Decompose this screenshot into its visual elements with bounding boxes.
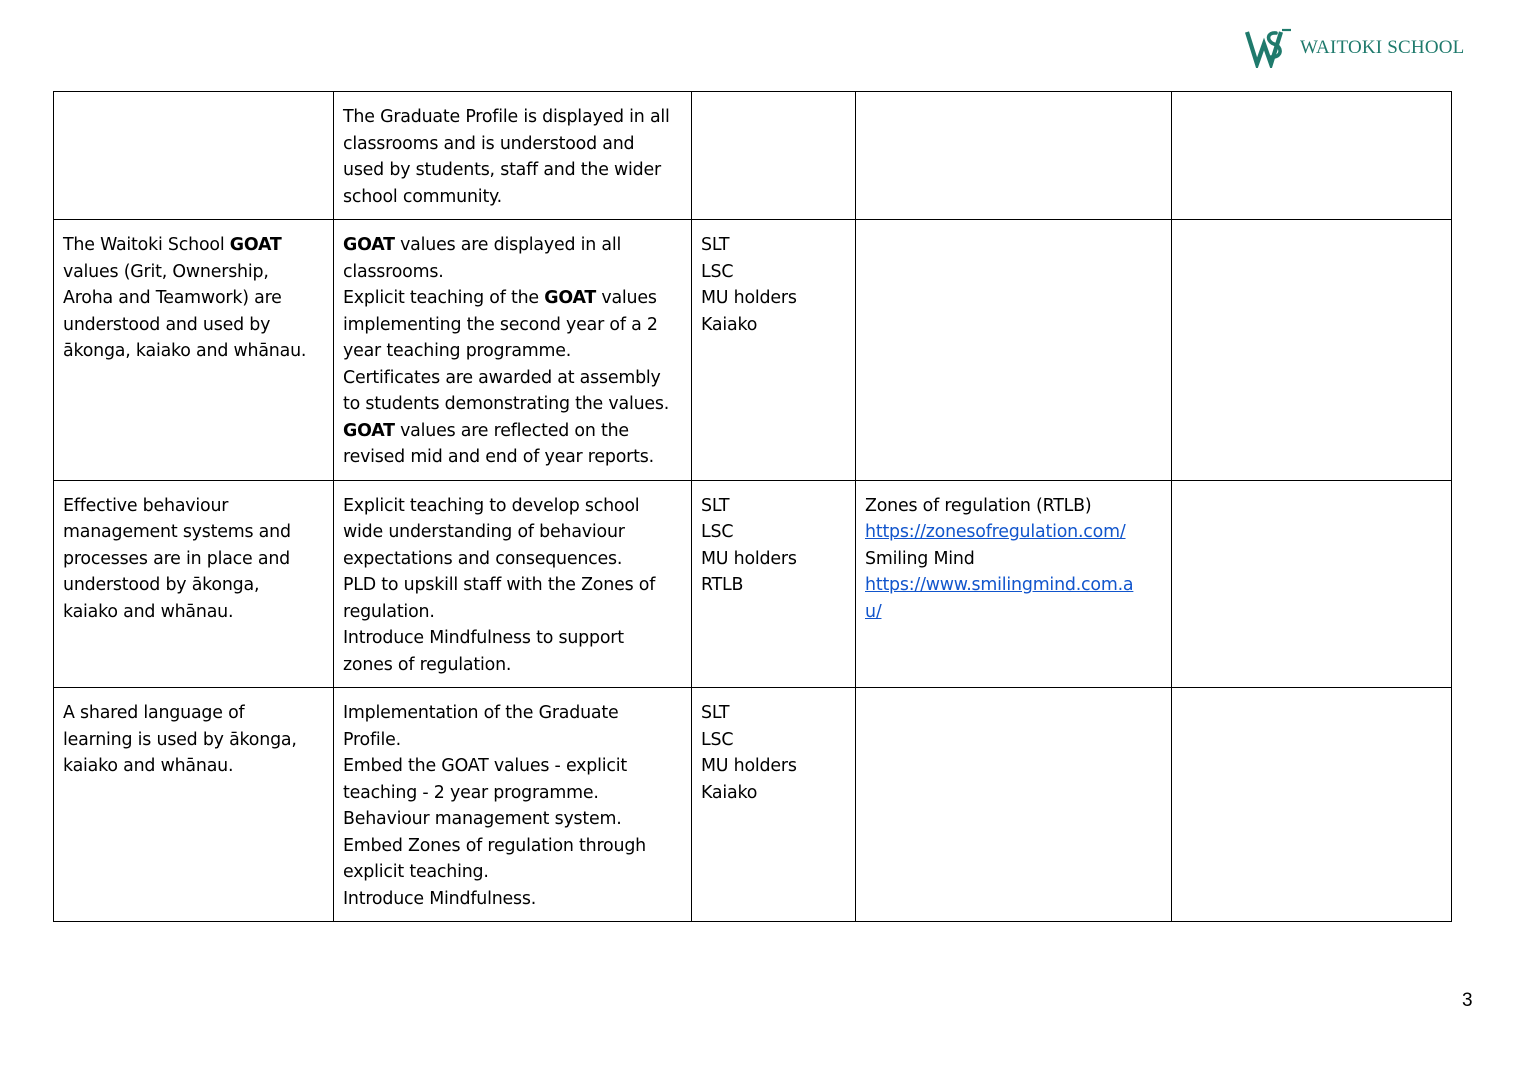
cell-line: [343, 625, 682, 652]
responsibility-cell: [692, 688, 856, 922]
cell-text: understood by ākonga,: [63, 575, 260, 595]
cell-line: [865, 599, 1162, 626]
cell-line: [343, 886, 682, 913]
cell-text: MU holders: [701, 548, 797, 569]
cell-line: [865, 572, 1162, 599]
actions-cell: [334, 688, 692, 922]
cell-text: values (Grit, Ownership,: [63, 261, 269, 282]
page-number: 3: [1462, 990, 1473, 1011]
cell-line: [701, 727, 846, 754]
bold-text: GOAT: [544, 288, 597, 308]
waitoki-logo-icon: [1245, 28, 1293, 68]
cell-line: [701, 546, 846, 573]
cell-text: Smiling Mind: [865, 548, 975, 569]
cell-text: explicit teaching.: [343, 862, 489, 882]
table-row: [54, 220, 1452, 481]
cell-line: [701, 519, 846, 546]
cell-text: school community.: [343, 186, 502, 207]
cell-line: [343, 131, 682, 158]
cell-line: [343, 444, 682, 471]
resources-cell: [856, 220, 1172, 481]
cell-line: [63, 312, 324, 339]
cell-text: Behaviour management system.: [343, 809, 622, 829]
resource-link[interactable]: https://www.smilingmind.com.a: [865, 575, 1134, 595]
table-body: [54, 92, 1452, 922]
cell-text: values are displayed in all: [394, 235, 622, 255]
cell-text: regulation.: [343, 601, 435, 622]
cell-text: A shared language of: [63, 703, 245, 723]
outcome-cell: [54, 688, 334, 922]
cell-text: used by students, staff and the wider: [343, 160, 661, 180]
cell-text: to students demonstrating the values.: [343, 394, 670, 414]
cell-line: [701, 232, 846, 259]
cell-line: [343, 104, 682, 131]
actions-cell: [334, 220, 692, 481]
cell-text: Kaiako: [701, 314, 758, 335]
resources-cell: [856, 688, 1172, 922]
strategic-plan-table: [53, 91, 1452, 922]
cell-text: understood and used by: [63, 314, 271, 335]
cell-text: Introduce Mindfulness.: [343, 888, 537, 909]
cell-line: [701, 259, 846, 286]
cell-text: SLT: [701, 235, 730, 255]
cell-text: MU holders: [701, 756, 797, 776]
actions-cell: [334, 92, 692, 220]
outcome-cell: [54, 92, 334, 220]
cell-line: [343, 285, 682, 312]
cell-line: [343, 312, 682, 339]
cell-line: [701, 312, 846, 339]
cell-line: [63, 285, 324, 312]
cell-text: LSC: [701, 729, 734, 750]
cell-line: [701, 493, 846, 520]
cell-text: PLD to upskill staff with the Zones of: [343, 575, 656, 595]
bold-text: GOAT: [229, 235, 282, 255]
cell-line: [63, 599, 324, 626]
cell-text: processes are in place and: [63, 548, 290, 569]
bold-text: GOAT: [343, 420, 395, 441]
cell-text: implementing the second year of a 2: [343, 314, 658, 335]
responsibility-cell: [692, 220, 856, 481]
cell-line: [343, 365, 682, 392]
table-row: [54, 92, 1452, 220]
cell-line: [63, 700, 324, 727]
outcome-cell: [54, 480, 334, 688]
cell-line: [865, 546, 1162, 573]
cell-line: [343, 546, 682, 573]
cell-line: [343, 806, 682, 833]
cell-line: [343, 391, 682, 418]
cell-text: wide understanding of behaviour: [343, 522, 625, 542]
cell-line: [343, 232, 682, 259]
cell-line: [63, 259, 324, 286]
responsibility-cell: [692, 480, 856, 688]
cell-text: zones of regulation.: [343, 654, 512, 675]
cell-line: [701, 780, 846, 807]
outcome-cell: [54, 220, 334, 481]
cell-text: ākonga, kaiako and whānau.: [63, 341, 307, 361]
notes-cell: [1172, 480, 1452, 688]
cell-line: [343, 727, 682, 754]
cell-text: SLT: [701, 703, 730, 723]
cell-line: [343, 338, 682, 365]
resources-cell: [856, 92, 1172, 220]
cell-line: [865, 519, 1162, 546]
cell-text: Kaiako: [701, 782, 758, 803]
cell-text: classrooms.: [343, 261, 444, 282]
cell-line: [343, 157, 682, 184]
cell-text: Effective behaviour: [63, 495, 229, 516]
cell-text: SLT: [701, 495, 730, 516]
cell-text: revised mid and end of year reports.: [343, 447, 654, 467]
cell-line: [865, 493, 1162, 520]
cell-text: kaiako and whānau.: [63, 756, 234, 776]
cell-line: [63, 753, 324, 780]
cell-line: [701, 753, 846, 780]
cell-line: [343, 572, 682, 599]
cell-line: [343, 700, 682, 727]
cell-line: [343, 493, 682, 520]
cell-text: MU holders: [701, 288, 797, 308]
cell-text: kaiako and whānau.: [63, 601, 234, 622]
cell-line: [343, 418, 682, 445]
responsibility-cell: [692, 92, 856, 220]
school-logo: [1245, 28, 1464, 68]
resource-link[interactable]: https://zonesofregulation.com/: [865, 522, 1126, 542]
cell-text: values are reflected on the: [394, 420, 629, 441]
resource-link[interactable]: u/: [865, 601, 882, 622]
table-row: [54, 480, 1452, 688]
cell-line: [343, 833, 682, 860]
cell-text: Embed Zones of regulation through: [343, 835, 646, 856]
cell-line: [63, 546, 324, 573]
cell-text: year teaching programme.: [343, 341, 572, 361]
cell-line: [343, 652, 682, 679]
cell-text: Profile.: [343, 729, 402, 750]
cell-text: Embed the GOAT values - explicit: [343, 756, 627, 776]
cell-text: management systems and: [63, 522, 291, 542]
cell-line: [63, 493, 324, 520]
cell-text: teaching - 2 year programme.: [343, 782, 599, 803]
logo-text: WAITOKI SCHOOL: [1300, 37, 1465, 58]
cell-text: The Graduate Profile is displayed in all: [343, 107, 670, 127]
cell-line: [701, 572, 846, 599]
actions-cell: [334, 480, 692, 688]
notes-cell: [1172, 220, 1452, 481]
notes-cell: [1172, 92, 1452, 220]
cell-text: LSC: [701, 261, 734, 282]
cell-text: Introduce Mindfulness to support: [343, 628, 624, 648]
cell-text: Zones of regulation (RTLB): [865, 495, 1092, 516]
cell-line: [701, 285, 846, 312]
resources-cell: [856, 480, 1172, 688]
cell-line: [343, 780, 682, 807]
cell-line: [343, 519, 682, 546]
bold-text: GOAT: [343, 235, 395, 255]
cell-line: [63, 519, 324, 546]
cell-text: LSC: [701, 522, 734, 542]
cell-line: [343, 259, 682, 286]
cell-text: learning is used by ākonga,: [63, 729, 297, 750]
cell-text: Explicit teaching of the: [343, 288, 545, 308]
cell-line: [343, 753, 682, 780]
cell-line: [63, 232, 324, 259]
cell-text: classrooms and is understood and: [343, 133, 635, 154]
cell-line: [343, 859, 682, 886]
cell-line: [343, 184, 682, 211]
cell-text: expectations and consequences.: [343, 548, 623, 569]
cell-line: [343, 599, 682, 626]
cell-text: RTLB: [701, 575, 744, 595]
cell-text: Explicit teaching to develop school: [343, 495, 640, 516]
cell-text: Implementation of the Graduate: [343, 703, 619, 723]
cell-text: Certificates are awarded at assembly: [343, 367, 661, 388]
cell-text: The Waitoki School: [63, 235, 230, 255]
cell-line: [63, 727, 324, 754]
cell-line: [63, 338, 324, 365]
notes-cell: [1172, 688, 1452, 922]
cell-line: [701, 700, 846, 727]
cell-text: Aroha and Teamwork) are: [63, 288, 282, 308]
table-row: [54, 688, 1452, 922]
cell-text: values: [596, 288, 657, 308]
cell-line: [63, 572, 324, 599]
